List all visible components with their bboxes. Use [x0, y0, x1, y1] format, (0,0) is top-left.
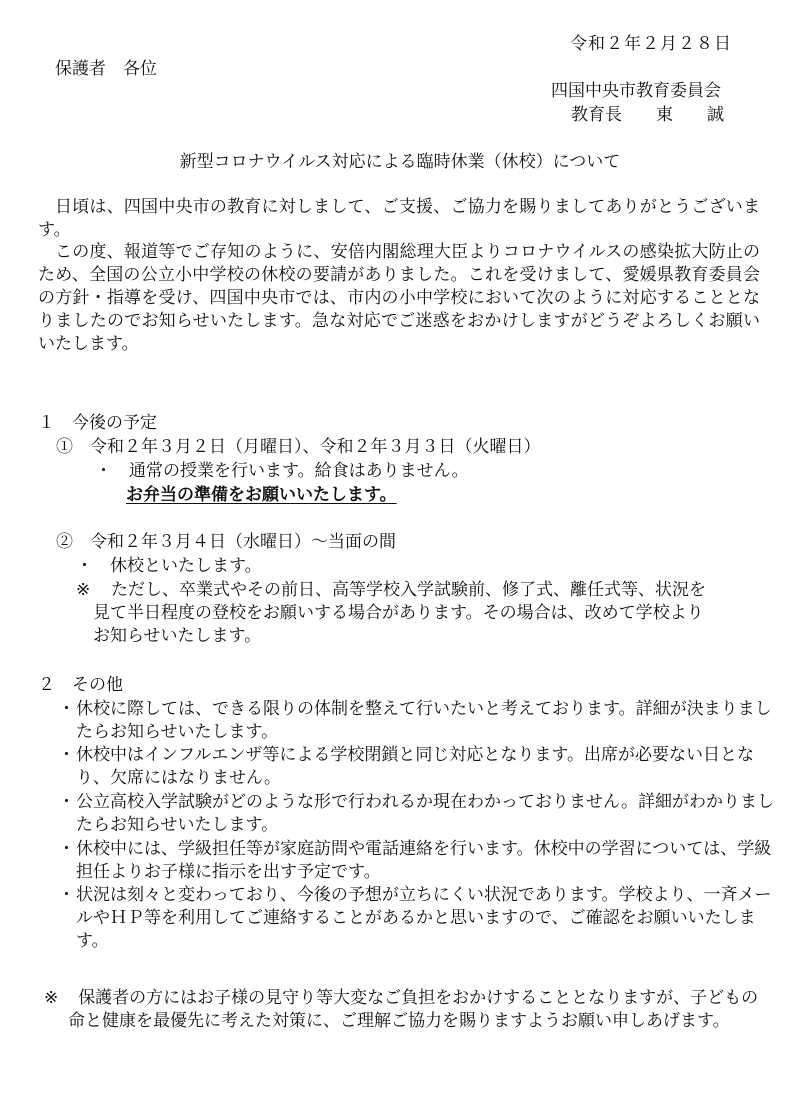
other-item-1: 休校に際しては、できる限りの体制を整えて行いたいと考えております。詳細が決まりましたらお知らせいたします。 [76, 699, 772, 742]
issuing-organization: 四国中央市教育委員会 [551, 81, 721, 101]
schedule-note-line-2: 見て半日程度の登校をお願いする場合があります。その場合は、改めて学校より [93, 603, 704, 623]
document-date: 令和２年２月２８日 [570, 34, 732, 54]
section-2-heading: ２ その他 [38, 675, 123, 695]
footer-note [44, 987, 760, 1059]
footer-note-text: 保護者の方にはお子様の見守り等大変なご負担をおかけすることとなりますが、子どもの命と健康を最優先に考えた対策に、ご理解ご協力を賜りますようお願い申しあげます。 [68, 988, 759, 1031]
list-item [58, 838, 776, 884]
other-item-5: 状況は刻々と変わっており、今後の予想が立ちにくい状況であります。学校より、一斉メールやＨＰ等を利用してご連絡することがあるかと思いますので、ご確認をお願いいたします。 [76, 885, 772, 951]
bullet-mark: ・ [58, 699, 75, 719]
intro-paragraph-2: この度、報道等でご存知のように、安倍内閣総理大臣よりコロナウイルスの感染拡大防止のため、全国の公立小中学校の休校の要請がありました。これを受けまして、愛媛県教育委員会の方針・指導を受け、四国中央市では、市内の小中学校において次のように対応することとなりましたのでお知らせいたします。急な対応でご迷惑をおかけしますがどうぞよろしくお願いいたします。 [38, 242, 760, 354]
bento-request-emphasis: お弁当の準備をお願いいたします。 [126, 485, 397, 505]
schedule-note-mark: ※ [76, 580, 91, 600]
other-item-2: 休校中はインフルエンザ等による学校閉鎖と同じ対応となります。出席が必要ない日となり、欠席にはなりません。 [76, 745, 754, 788]
schedule-note-line-3: お知らせいたします。 [93, 626, 262, 646]
schedule-item-2-bullet: ・ 休校といたします。 [76, 556, 262, 576]
list-item [58, 791, 776, 837]
other-item-3: 公立高校入学試験がどのような形で行われるか現在わかっておりません。詳細がわかりましたらお知らせいたします。 [76, 792, 775, 835]
bullet-mark: ・ [58, 839, 75, 859]
sender-name: 教育長 東 誠 [571, 105, 724, 125]
list-item [58, 698, 776, 744]
schedule-item-1-label: ① 令和２年３月２日（月曜日）、令和２年３月３日（火曜日） [56, 437, 541, 457]
schedule-note-line-1: ただし、卒業式やその前日、高等学校入学試験前、修了式、離任式等、状況を [111, 580, 706, 600]
section-1-heading: １ 今後の予定 [38, 413, 157, 433]
schedule-item-2-label: ② 令和２年３月４日（水曜日）～当面の間 [56, 532, 396, 552]
list-item [58, 884, 776, 954]
other-item-4: 休校中には、学級担任等が家庭訪問や電話連絡を行います。休校中の学習については、学級担任よりお子様に指示を出す予定です。 [76, 839, 772, 882]
intro-paragraph-1: 日頃は、四国中央市の教育に対しまして、ご支援、ご協力を賜りましてありがとうございます。 [38, 197, 760, 240]
footer-note-mark: ※ [44, 988, 59, 1008]
document-title: 新型コロナウイルス対応による臨時休業（休校）について [179, 152, 621, 172]
bullet-mark: ・ [58, 745, 75, 765]
bullet-mark: ・ [58, 885, 75, 905]
bullet-mark: ・ [58, 792, 75, 812]
addressee: 保護者 各位 [55, 59, 157, 79]
list-item [58, 744, 776, 790]
schedule-item-1-bullet: ・ 通常の授業を行います。給食はありません。 [95, 461, 469, 481]
